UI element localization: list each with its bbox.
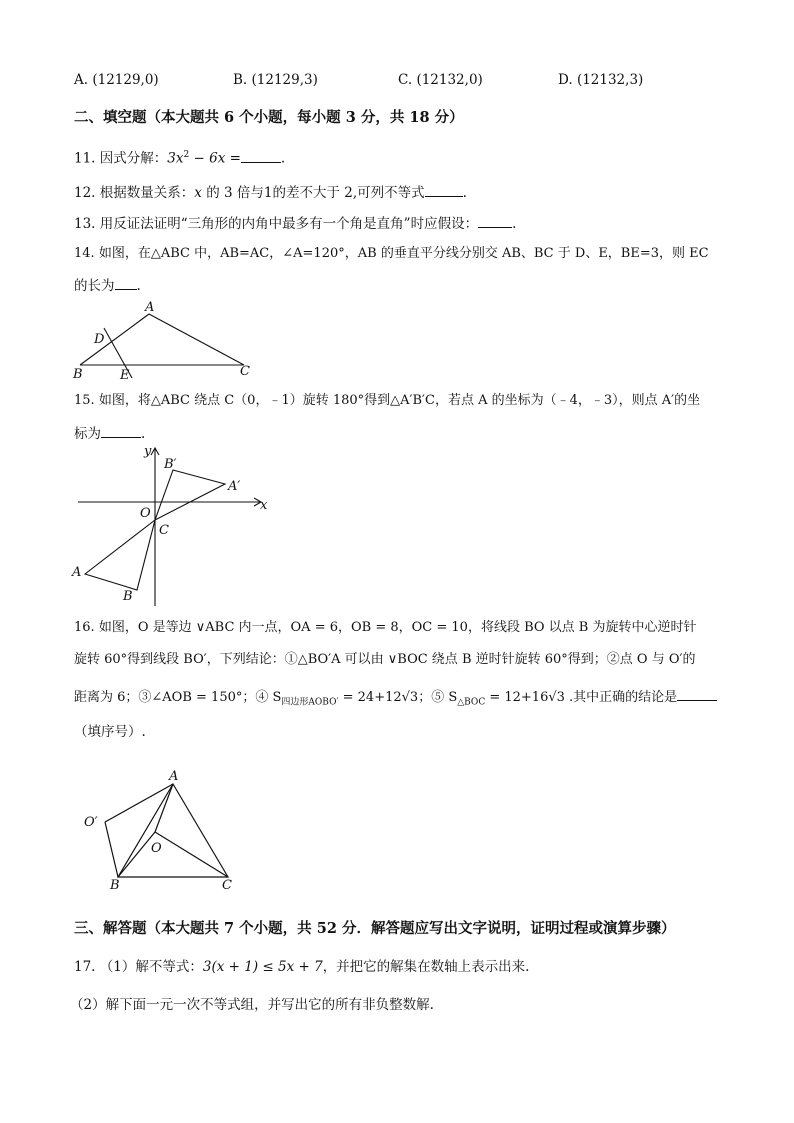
section-2-title: 二、填空题（本大题共 6 个小题，每小题 3 分，共 18 分） [74, 109, 464, 126]
segment-oc [155, 832, 228, 877]
question-16-line2: 旋转 60°得到线段 BO′，下列结论：①△BO′A 可以由 ∨BOC 绕点 B 逆时针旋转 60°得到；②点 O 与 O′的 [74, 652, 696, 667]
label-y: y [144, 444, 152, 459]
label-c: C [222, 878, 232, 893]
segment-oa [155, 784, 173, 832]
question-15-line2: 标为 . [74, 423, 145, 444]
segment-bo2 [105, 822, 118, 877]
label-c: C [240, 364, 250, 379]
question-17-part1: 17. （1）解不等式：3(x + 1) ≤ 5x + 7，并把它的解集在数轴上表示出来. [74, 959, 530, 975]
label-a: A [145, 300, 155, 315]
label-e: E [120, 368, 130, 383]
label-o: O [140, 506, 151, 521]
label-x: x [260, 498, 268, 513]
option-c: C. (12132,0) [398, 72, 483, 88]
label-b: B [110, 878, 120, 893]
option-a: A. (12129,0) [74, 72, 159, 88]
label-b: B [123, 589, 133, 604]
label-o-prime: O′ [84, 815, 98, 830]
question-12: 12. 根据数量关系：x 的 3 倍与1的差不大于 2,可列不等式 . [74, 182, 467, 203]
option-d: D. (12132,3) [558, 72, 644, 88]
question-14-line1: 14. 如图，在△ABC 中，AB=AC，∠A=120°，AB 的垂直平分线分别交 AB、BC 于 D、E，BE=3，则 EC [74, 246, 709, 261]
label-o: O [151, 841, 162, 856]
segment-ao2 [105, 784, 173, 822]
question-16-line4: （填序号）. [74, 724, 146, 740]
label-a-prime: A′ [228, 479, 241, 494]
question-16-line1: 16. 如图，O 是等边 ∨ABC 内一点，OA = 6，OB = 8，OC = 10，将线段 BO 以点 B 为旋转中心逆时针 [74, 620, 697, 635]
segment-ob [118, 832, 155, 877]
label-b: B [73, 367, 83, 382]
label-b-prime: B′ [164, 457, 177, 472]
question-14-line2: 的长为 . [74, 275, 141, 296]
triangle-abc [118, 784, 228, 877]
question-13: 13. 用反证法证明“三角形的内角中最多有一个角是直角”时应假设： . [74, 213, 516, 234]
section-3-title: 三、解答题（本大题共 7 个小题，共 52 分．解答题应写出文字说明，证明过程或演算步骤） [74, 920, 676, 937]
question-17-part2: （2）解下面一元一次不等式组，并写出它的所有非负整数解. [70, 997, 434, 1013]
option-b: B. (12129,3) [233, 72, 318, 88]
label-c: C [159, 523, 169, 538]
label-d: D [94, 332, 105, 347]
question-11: 11. 因式分解：$3x^2 - 6x$ = . [74, 145, 285, 169]
label-a: A [169, 769, 179, 784]
question-16-line3: 距离为 6；③∠AOB = 150°；④ $S_{四边形AOBO'} = 24+12√3$；⑤ $S_{\triangle BOC} = 12+16√3$ .其中正确的结论是 [74, 686, 717, 713]
question-15-line1: 15. 如图，将△ABC 绕点 C（0，﹣1）旋转 180°得到△A′B′C，若点 A 的坐标为（﹣4，﹣3），则点 A′的坐 [74, 393, 701, 408]
label-a: A [72, 565, 82, 580]
